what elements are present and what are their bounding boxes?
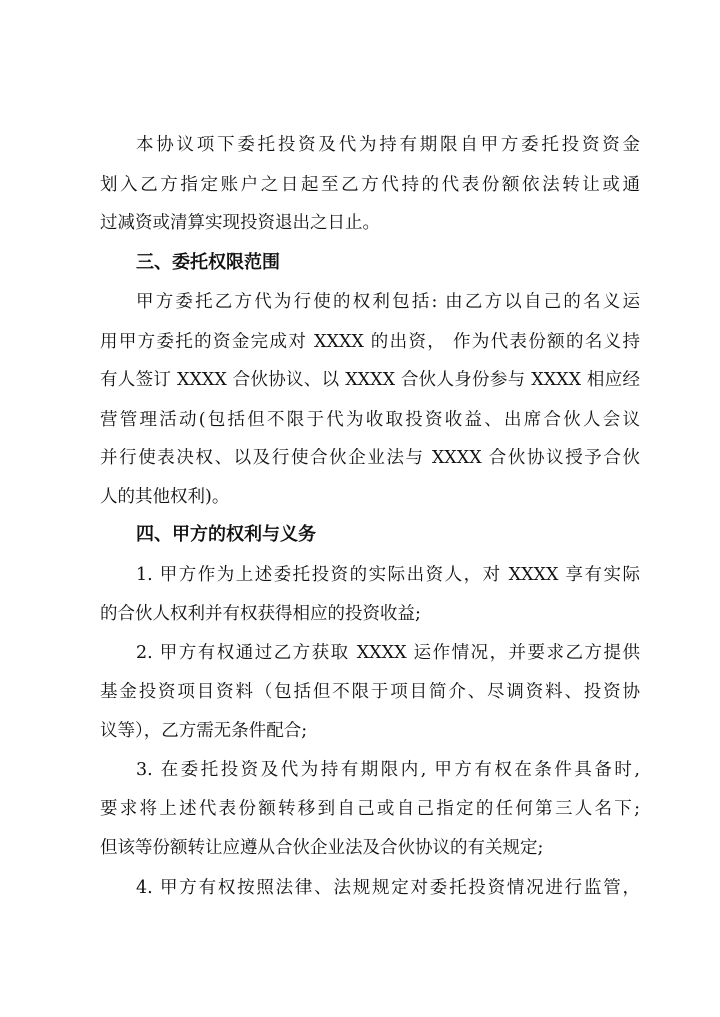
paragraph-scope-line-1: 甲方委托乙方代为行使的权利包括: 由乙方以自己的名义运 xyxy=(136,292,640,312)
item-1-line-2: 的合伙人权利并有权获得相应的投资收益; xyxy=(100,604,421,624)
item-2-line-3: 议等），乙方需无条件配合; xyxy=(100,721,308,741)
item-3-line-2: 要求将上述代表份额转移到自己或自己指定的任何第三人名下; xyxy=(100,799,640,819)
item-2-line-2: 基金投资项目资料（包括但不限于项目简介、尽调资料、投资协 xyxy=(100,682,640,702)
item-4-line-1: 4. 甲方有权按照法律、法规规定对委托投资情况进行监管， xyxy=(136,878,640,898)
item-3-line-1: 3. 在委托投资及代为持有期限内, 甲方有权在条件具备时, xyxy=(136,760,640,780)
item-3-line-3: 但该等份额转让应遵从合伙企业法及合伙协议的有关规定; xyxy=(100,838,544,858)
section-heading-3: 三、委托权限范围 xyxy=(136,252,280,273)
paragraph-term-line-3: 过减资或清算实现投资退出之日止。 xyxy=(100,213,380,233)
item-2-line-1: 2. 甲方有权通过乙方获取 XXXX 运作情况，并要求乙方提供 xyxy=(136,643,640,663)
paragraph-scope-line-4: 营管理活动(包括但不限于代为收取投资收益、出席合伙人会议 xyxy=(100,410,640,430)
section-heading-4: 四、甲方的权利与义务 xyxy=(136,524,316,545)
paragraph-term-line-1: 本协议项下委托投资及代为持有期限自甲方委托投资资金 xyxy=(136,135,640,155)
paragraph-term-line-2: 划入乙方指定账户之日起至乙方代持的代表份额依法转让或通 xyxy=(100,175,640,195)
paragraph-scope-line-3: 有人签订 XXXX 合伙协议、以 XXXX 合伙人身份参与 XXXX 相应经 xyxy=(100,370,640,390)
item-1-line-1: 1. 甲方作为上述委托投资的实际出资人，对 XXXX 享有实际 xyxy=(136,565,640,585)
paragraph-scope-line-2: 用甲方委托的资金完成对 XXXX 的出资， 作为代表份额的名义持 xyxy=(100,332,640,352)
paragraph-scope-line-5: 并行使表决权、以及行使合伙企业法与 XXXX 合伙协议授予合伙 xyxy=(100,448,640,468)
paragraph-scope-line-6: 人的其他权利)。 xyxy=(100,487,230,507)
